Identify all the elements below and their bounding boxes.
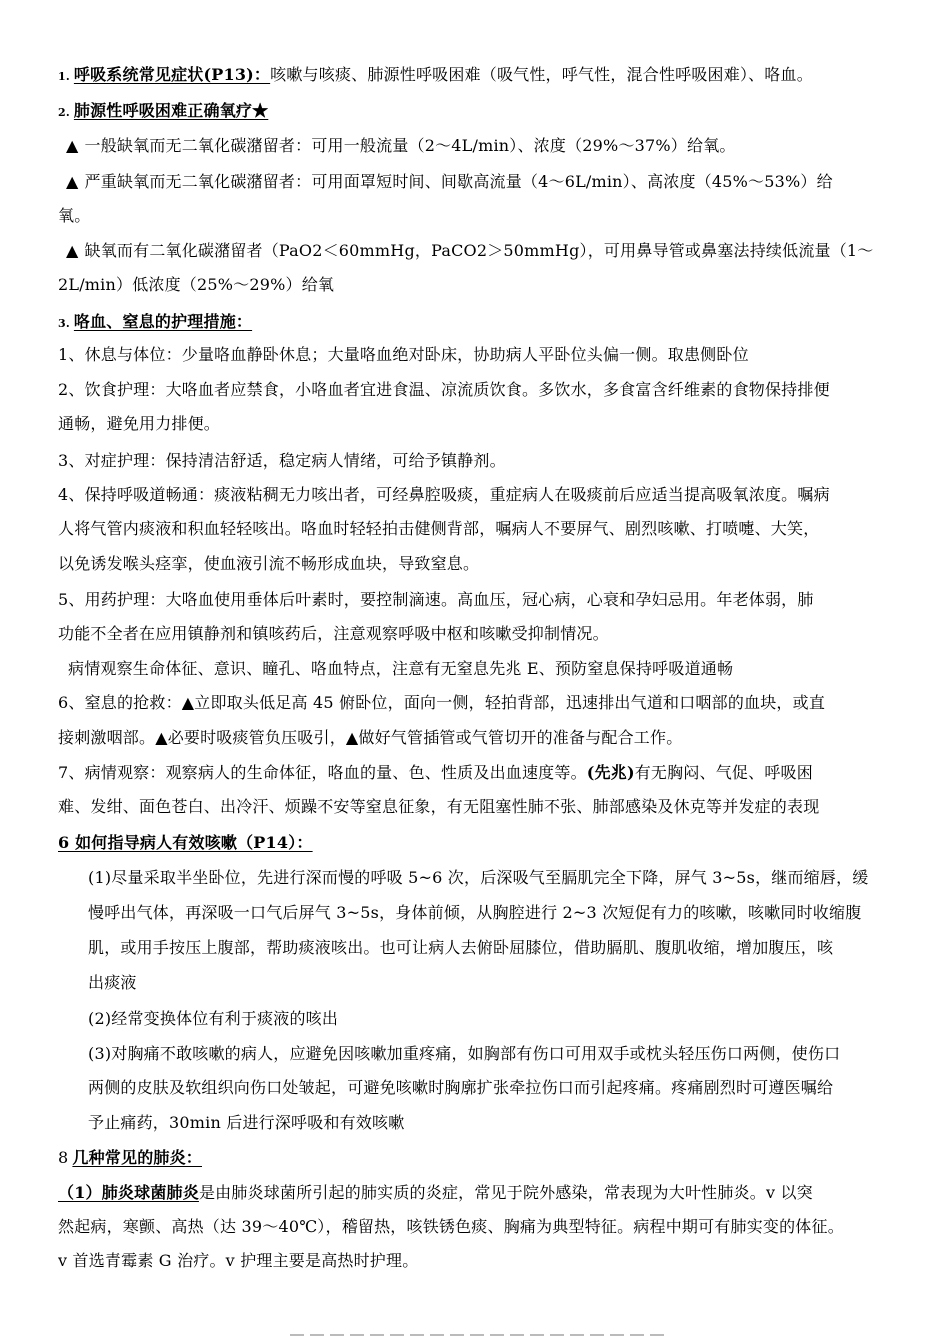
paragraph-text: 有无胸闷、气促、呼吸困 xyxy=(634,763,813,782)
section-1-line xyxy=(58,64,898,88)
section-3-heading xyxy=(58,311,898,335)
section-number: 3. xyxy=(58,317,70,330)
paragraph-line: 4、保持呼吸道畅通：痰液粘稠无力咳出者，可经鼻腔吸痰，重症病人在吸痰前后应适当提高吸氧浓度。嘱病 xyxy=(58,485,830,504)
section-8-heading xyxy=(58,1147,898,1171)
paragraph-line: v 首选青霉素 G 治疗。v 护理主要是高热时护理。 xyxy=(58,1251,419,1270)
paragraph-line: 功能不全者在应用镇静剂和镇咳药后，注意观察呼吸中枢和咳嗽受抑制情况。 xyxy=(58,624,609,643)
section-title: 几种常见的肺炎： xyxy=(72,1148,202,1167)
paragraph-line: 人将气管内痰液和积血轻轻咳出。咯血时轻轻拍击健侧背部，嘱病人不要屏气、剧烈咳嗽、打喷嚏、大笑， xyxy=(58,519,820,538)
paragraph-line: (2)经常变换体位有利于痰液的咳出 xyxy=(88,1009,339,1028)
paragraph-line: 2、饮食护理：大咯血者应禁食，小咯血者宜进食温、凉流质饮食。多饮水，多食富含纤维素的食物保持排便 xyxy=(58,380,830,399)
paragraph-line: 出痰液 xyxy=(88,973,137,992)
paragraph-text: 7、病情观察：观察病人的生命体征，咯血的量、色、性质及出血速度等。 xyxy=(58,763,587,782)
paragraph-line: 病情观察生命体征、意识、瞳孔、咯血特点，注意有无窒息先兆 E、预防窒息保持呼吸道通畅 xyxy=(68,659,734,678)
paragraph-line: 难、发绀、面色苍白、出冷汗、烦躁不安等窒息征象，有无阻塞性肺不张、肺部感染及休克等并发症的表现 xyxy=(58,797,820,816)
section-title: 呼吸系统常见症状(P13)： xyxy=(73,65,271,84)
paragraph-text: 缺氧而有二氧化碳潴留者（PaO2＜60mmHg，PaCO2＞50mmHg），可用鼻导管或鼻塞法持续低流量（1～ xyxy=(84,241,874,260)
paragraph-line: (3)对胸痛不敢咳嗽的病人，应避免因咳嗽加重疼痛，如胸部有伤口可用双手或枕头轻压伤口两侧，使伤口 xyxy=(88,1044,841,1063)
paragraph-line: 6、窒息的抢救：▲立即取头低足高 45 俯卧位，面向一侧，轻拍背部，迅速排出气道和口咽部的血块，或直 xyxy=(58,693,826,712)
paragraph-line: 5、用药护理：大咯血使用垂体后叶素时，要控制滴速。高血压，冠心病，心衰和孕妇忌用。年老体弱，肺 xyxy=(58,590,814,609)
oxygen-item-2 xyxy=(66,171,906,195)
paragraph-text: 是由肺炎球菌所引起的肺实质的炎症，常见于院外感染，常表现为大叶性肺炎。v 以突 xyxy=(198,1183,813,1202)
section-title: 肺源性呼吸困难正确氧疗★ xyxy=(73,101,269,120)
subsection-title: （1）肺炎球菌肺炎 xyxy=(58,1183,199,1202)
oxygen-item-3 xyxy=(66,240,906,264)
triangle-bullet-icon: ▲ xyxy=(66,241,79,260)
paragraph-line: (1)尽量采取半坐卧位，先进行深而慢的呼吸 5~6 次，后深吸气至膈肌完全下降，屏气 3~5s，继而缩唇，缓 xyxy=(88,868,869,887)
section-2-heading xyxy=(58,100,898,124)
paragraph-line: 然起病，寒颤、高热（达 39～40℃），稽留热，咳铁锈色痰、胸痛为典型特征。病程中期可有肺实变的体征。 xyxy=(58,1217,844,1236)
section-title: 6 如何指导病人有效咳嗽（P14）： xyxy=(58,833,313,852)
section-number: 1. xyxy=(58,70,70,83)
triangle-bullet-icon: ▲ xyxy=(66,136,79,155)
paragraph-line: 予止痛药，30min 后进行深呼吸和有效咳嗽 xyxy=(88,1113,405,1132)
paragraph-line: 1、休息与体位：少量咯血静卧休息；大量咯血绝对卧床，协助病人平卧位头偏一侧。取患侧卧位 xyxy=(58,345,749,364)
section-number: 8 xyxy=(58,1148,69,1167)
paragraph-line: 以免诱发喉头痉挛，使血液引流不畅形成血块，导致窒息。 xyxy=(58,554,480,573)
paragraph-line: 慢呼出气体，再深吸一口气后屏气 3~5s，身体前倾，从胸腔进行 2~3 次短促有力的咳嗽，咳嗽同时收缩腹 xyxy=(88,903,862,922)
paragraph-line: 肌，或用手按压上腹部，帮助痰液咳出。也可让病人去俯卧屈膝位，借助膈肌、腹肌收缩，增加腹压，咳 xyxy=(88,938,834,957)
paragraph-line: 接刺激咽部。▲必要时吸痰管负压吸引，▲做好气管插管或气管切开的准备与配合工作。 xyxy=(58,728,683,747)
paragraph-line: 3、对症护理：保持清洁舒适，稳定病人情绪，可给予镇静剂。 xyxy=(58,451,506,470)
section-6-heading xyxy=(58,832,898,856)
paragraph-text: 一般缺氧而无二氧化碳潴留者：可用一般流量（2～4L/min）、浓度（29%～37%）给氧。 xyxy=(84,136,736,155)
section-text: 咳嗽与咳痰、肺源性呼吸困难（吸气性，呼气性，混合性呼吸困难）、咯血。 xyxy=(270,65,813,84)
footer-fragment xyxy=(290,1334,670,1336)
paragraph-line: 氧。 xyxy=(58,206,91,225)
section-title: 咯血、窒息的护理措施： xyxy=(73,312,253,331)
paragraph-line xyxy=(58,1182,898,1206)
triangle-bullet-icon: ▲ xyxy=(66,172,79,191)
emphasis-text: (先兆) xyxy=(586,763,635,782)
section-number: 2. xyxy=(58,106,70,119)
paragraph-line: 2L/min）低浓度（25%～29%）给氧 xyxy=(58,275,335,294)
oxygen-item-1 xyxy=(66,135,906,159)
page-footer xyxy=(290,1326,670,1344)
paragraph-line: 通畅，避免用力排便。 xyxy=(58,414,221,433)
paragraph-line: 两侧的皮肤及软组织向伤口处皱起，可避免咳嗽时胸廓扩张牵拉伤口而引起疼痛。疼痛剧烈时可遵医嘱给 xyxy=(88,1078,834,1097)
paragraph-text: 严重缺氧而无二氧化碳潴留者：可用面罩短时间、间歇高流量（4～6L/min）、高浓度（45%～53%）给 xyxy=(84,172,833,191)
paragraph-line xyxy=(58,762,898,786)
